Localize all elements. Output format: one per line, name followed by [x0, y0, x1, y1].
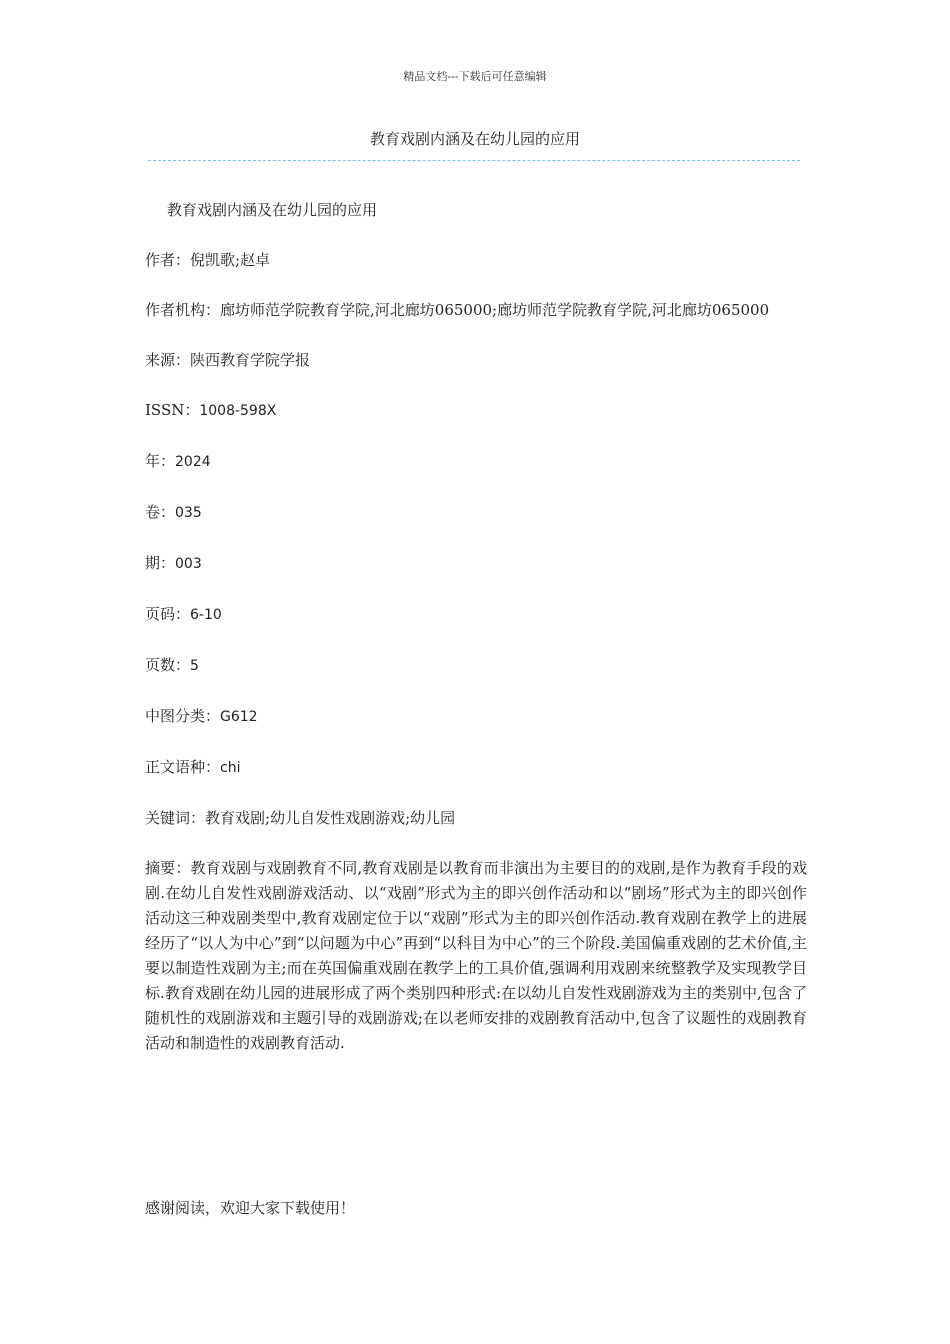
- document-body: [145, 198, 807, 1056]
- abstract-text: 教育戏剧与戏剧教育不同,教育戏剧是以教育而非演出为主要目的的戏剧,是作为教育手段的戏剧.在幼儿自发性戏剧游戏活动、以“戏剧”形式为主的即兴创作活动和以“剧场”形式为主的即兴创作活动这三种戏剧类型中,教育戏剧定位于以“戏剧”形式为主的即兴创作活动.教育戏剧在教学上的进展经历了“以人为中心”到“以问题为中心”再到“以科目为中心”的三个阶段.美国偏重戏剧的艺术价值,主要以制造性戏剧为主;而在英国偏重戏剧在教学上的工具价值,强调利用戏剧来统整教学及实现教学目标.教育戏剧在幼儿园的进展形成了两个类别四种形式:在以幼儿自发性戏剧游戏为主的类别中,包含了随机性的戏剧游戏和主题引导的戏剧游戏;在以老师安排的戏剧教育活动中,包含了议题性的戏剧教育活动和制造性的戏剧教育活动.: [145, 859, 807, 1052]
- field-value: 倪凯歌;赵卓: [190, 251, 271, 269]
- field-label: 年：: [145, 452, 176, 470]
- field-classification: [145, 704, 807, 730]
- thanks-note: 感谢阅读，欢迎大家下载使用！: [145, 1199, 356, 1217]
- field-abstract: [145, 856, 807, 1056]
- page-title: 教育戏剧内涵及在幼儿园的应用: [369, 130, 580, 148]
- field-value: 2024: [175, 454, 211, 470]
- field-source: [145, 348, 807, 373]
- field-label: 作者机构：: [145, 301, 221, 319]
- field-value: 6-10: [190, 607, 222, 623]
- field-issue: [145, 551, 807, 577]
- field-year: [145, 449, 807, 475]
- field-value: 廊坊师范学院教育学院,河北廊坊065000;廊坊师范学院教育学院,河北廊坊065000: [220, 301, 770, 319]
- dashed-divider: [148, 160, 800, 161]
- field-label: 作者：: [145, 251, 191, 269]
- field-value: 陕西教育学院学报: [190, 351, 311, 369]
- field-value: 1008-598X: [199, 403, 277, 419]
- field-value: 5: [190, 658, 199, 674]
- field-value: 003: [175, 556, 202, 572]
- field-label: 页码：: [145, 605, 191, 623]
- field-label: 关键词：: [145, 809, 206, 827]
- header-note: 精品文档---下载后可任意编辑: [403, 70, 547, 83]
- field-value: chi: [220, 760, 241, 776]
- field-label: 正文语种：: [145, 758, 221, 776]
- field-value: 教育戏剧;幼儿自发性戏剧游戏;幼儿园: [205, 809, 456, 827]
- field-label: 来源：: [145, 351, 191, 369]
- article-title: 教育戏剧内涵及在幼儿园的应用: [167, 201, 378, 219]
- field-keywords: [145, 806, 807, 831]
- field-language: [145, 755, 807, 781]
- field-institution: [145, 298, 807, 323]
- field-label: 期：: [145, 554, 176, 572]
- field-label: ISSN：: [145, 401, 200, 419]
- field-volume: [145, 500, 807, 526]
- field-author: [145, 248, 807, 273]
- field-pages: [145, 602, 807, 628]
- field-label: 摘要：: [145, 859, 191, 877]
- field-value: G612: [220, 709, 258, 725]
- field-label: 中图分类：: [145, 707, 221, 725]
- field-value: 035: [175, 505, 202, 521]
- field-label: 卷：: [145, 503, 176, 521]
- field-label: 页数：: [145, 656, 191, 674]
- field-page-count: [145, 653, 807, 679]
- field-issn: [145, 398, 807, 424]
